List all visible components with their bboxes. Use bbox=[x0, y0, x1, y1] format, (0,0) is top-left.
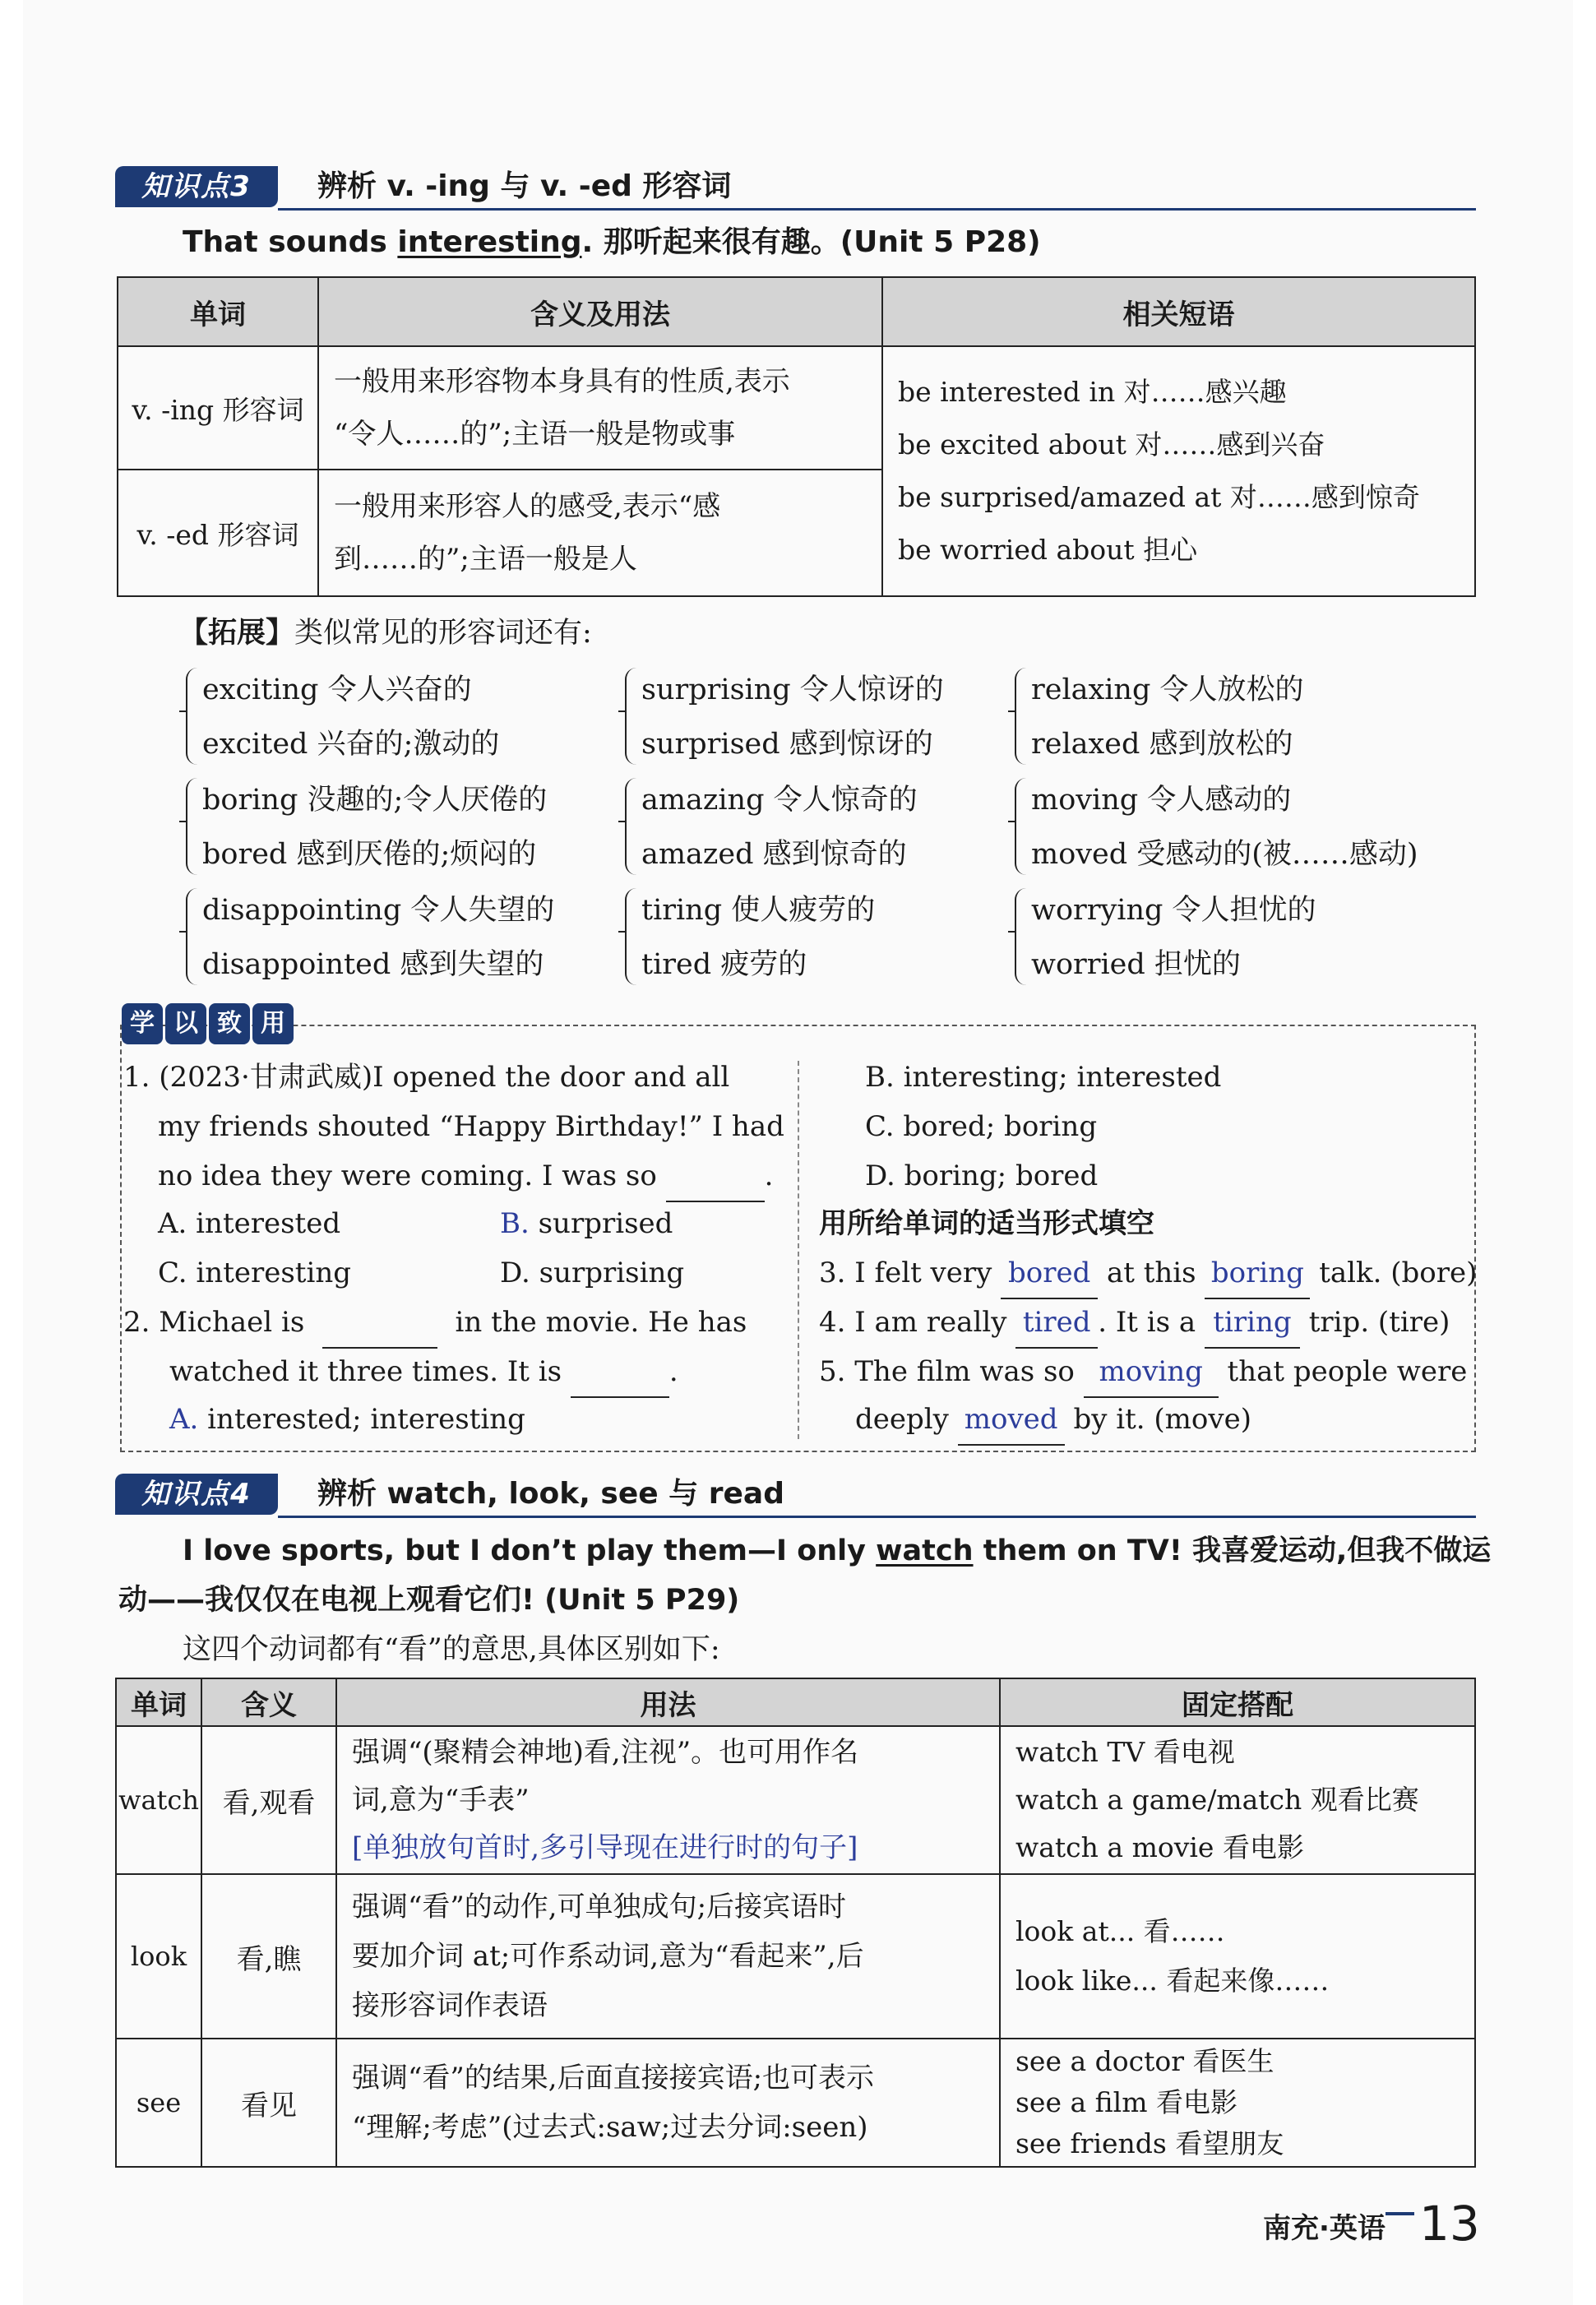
q1-option-a: A. interested bbox=[158, 1207, 341, 1240]
footer-label: 南充·英语 bbox=[1263, 2204, 1386, 2253]
section4-badge: 知识点4 bbox=[115, 1474, 278, 1515]
example4-key-word: watch bbox=[876, 1534, 974, 1567]
section3-badge: 知识点3 bbox=[115, 166, 278, 207]
q1-option-c: C. interesting bbox=[158, 1257, 351, 1289]
adj-pair bbox=[625, 773, 918, 882]
fill-title: 用所给单词的适当形式填空 bbox=[819, 1207, 1154, 1240]
usage-line: 词,意为“手表” bbox=[352, 1784, 530, 1817]
row-ed-usage-line1: 一般用来形容人的感受,表示“感 bbox=[334, 490, 721, 523]
q4-text-c: trip. (tire) bbox=[1308, 1306, 1450, 1339]
q2-option-c: C. bored; boring bbox=[865, 1110, 1098, 1143]
adj-ed: surprised 感到惊讶的 bbox=[641, 728, 933, 761]
phrase-item: watch a game/match 观看比赛 bbox=[1015, 1784, 1419, 1816]
phrase-item: be excited about 对……感到兴奋 bbox=[898, 428, 1325, 461]
adj-ed: tired 疲劳的 bbox=[641, 948, 807, 981]
section3-title: 辨析 v. -ing 与 v. -ed 形容词 bbox=[317, 169, 732, 203]
q2-option-d: D. boring; bored bbox=[865, 1159, 1099, 1192]
expand-line bbox=[179, 612, 592, 655]
adj-ed: disappointed 感到失望的 bbox=[202, 948, 544, 981]
usage-line: 强调“(聚精会神地)看,注视”。也可用作名 bbox=[352, 1736, 859, 1769]
adj-pair bbox=[1015, 663, 1304, 771]
q5-text-d: by it. (move) bbox=[1073, 1403, 1251, 1436]
col-header-collocations: 固定搭配 bbox=[1000, 1678, 1475, 1726]
badge-char: 以 bbox=[165, 1003, 206, 1044]
section3-header bbox=[115, 164, 1476, 215]
section4-table bbox=[115, 1678, 1476, 2168]
q5-answer-2[interactable]: moved bbox=[958, 1395, 1065, 1446]
phrase-item: be surprised/amazed at 对……感到惊奇 bbox=[898, 481, 1420, 513]
row-look-word: look bbox=[116, 1874, 201, 2039]
phrase-item: see friends 看望朋友 bbox=[1015, 2127, 1284, 2159]
q2-option-a-text: interested; interesting bbox=[198, 1403, 525, 1436]
row-ed-word: v. -ed 形容词 bbox=[118, 470, 318, 596]
q1-option-d: D. surprising bbox=[500, 1257, 685, 1289]
example-text-a: That sounds bbox=[183, 225, 398, 259]
row-ing-usage bbox=[318, 346, 882, 470]
q5-line2 bbox=[855, 1395, 1251, 1446]
badge-char: 学 bbox=[122, 1003, 163, 1044]
adj-ing: amazing 令人惊奇的 bbox=[641, 784, 918, 817]
adj-pair bbox=[186, 663, 499, 771]
section3-example bbox=[183, 220, 1041, 265]
adj-ed: relaxed 感到放松的 bbox=[1031, 728, 1293, 761]
phrase-item: watch a movie 看电影 bbox=[1015, 1831, 1304, 1863]
q2-line2: watched it three times. It is . bbox=[169, 1347, 678, 1398]
section4-example-line2: 动——我仅仅在电视上观看它们! (Unit 5 P29) bbox=[118, 1584, 740, 1617]
q5-text-c: deeply bbox=[855, 1403, 949, 1436]
badge-char: 致 bbox=[209, 1003, 250, 1044]
phrase-item: see a doctor 看医生 bbox=[1015, 2045, 1274, 2077]
q3-text-b: at this bbox=[1106, 1257, 1196, 1289]
adj-pair bbox=[186, 773, 547, 882]
adj-ing: tiring 使人疲劳的 bbox=[641, 894, 876, 927]
adj-pair bbox=[186, 883, 554, 992]
q2-text-a: 2. Michael is bbox=[123, 1306, 305, 1339]
q1-option-b bbox=[500, 1199, 673, 1248]
q1-line3: no idea they were coming. I was so . bbox=[158, 1151, 773, 1202]
q2-line2-text: watched it three times. It is bbox=[169, 1355, 562, 1388]
adj-pair bbox=[1015, 883, 1316, 992]
q1-answer-blank[interactable] bbox=[666, 1151, 765, 1202]
row-look-usage bbox=[336, 1874, 1000, 2039]
q3-answer-1[interactable]: bored bbox=[1001, 1248, 1098, 1299]
q1-line2: my friends shouted “Happy Birthday!” I had bbox=[158, 1110, 784, 1143]
adj-ed: moved 受感动的(被……感动) bbox=[1031, 838, 1418, 871]
phrase-item: be worried about 担心 bbox=[898, 534, 1198, 566]
q2-option-a bbox=[169, 1395, 525, 1444]
q1-correct-letter: B. bbox=[500, 1207, 530, 1240]
page-number: 13 bbox=[1419, 2196, 1480, 2252]
q2-option-b: B. interesting; interested bbox=[865, 1061, 1222, 1094]
adj-ing: moving 令人感动的 bbox=[1031, 784, 1292, 817]
q2-correct-letter: A. bbox=[169, 1403, 199, 1436]
row-watch-phrases bbox=[1000, 1726, 1475, 1874]
practice-divider bbox=[798, 1061, 799, 1439]
expand-label: 【拓展】 bbox=[179, 617, 295, 650]
adj-ing: relaxing 令人放松的 bbox=[1031, 673, 1304, 706]
row-look-meaning: 看,瞧 bbox=[201, 1874, 336, 2039]
phrase-item: watch TV 看电视 bbox=[1015, 1736, 1235, 1768]
q3-line bbox=[819, 1248, 1477, 1299]
row-watch-usage bbox=[336, 1726, 1000, 1874]
col-header-word: 单词 bbox=[116, 1678, 201, 1726]
row-see-meaning: 看见 bbox=[201, 2039, 336, 2167]
col-header-meaning: 含义 bbox=[201, 1678, 336, 1726]
adj-ing: exciting 令人兴奋的 bbox=[202, 673, 472, 706]
q2-blank-2[interactable] bbox=[571, 1347, 669, 1398]
q4-answer-2[interactable]: tiring bbox=[1205, 1298, 1300, 1349]
row-watch-meaning: 看,观看 bbox=[201, 1726, 336, 1874]
adj-ed: excited 兴奋的;激动的 bbox=[202, 728, 500, 761]
adj-pair bbox=[625, 663, 944, 771]
section3-table bbox=[117, 276, 1476, 597]
q5-line1 bbox=[819, 1347, 1467, 1398]
phrases-cell bbox=[882, 346, 1475, 596]
example4-text-a: I love sports, but I don’t play them—I only bbox=[183, 1534, 877, 1567]
row-watch-word: watch bbox=[116, 1726, 201, 1874]
phrase-item: look like... 看起来像…… bbox=[1015, 1965, 1330, 1997]
q4-text-a: 4. I am really bbox=[819, 1306, 1007, 1339]
example-text-b: . 那听起来很有趣。(Unit 5 P28) bbox=[581, 225, 1041, 259]
row-ing-usage-line1: 一般用来形容物本身具有的性质,表示 bbox=[334, 365, 790, 398]
example4-text-b: them on TV! 我喜爱运动,但我不做运 bbox=[973, 1534, 1492, 1567]
handwritten-note: [单独放句首时,多引导现在进行时的句子] bbox=[352, 1831, 858, 1864]
usage-line: 强调“看”的动作,可单独成句;后接宾语时 bbox=[352, 1891, 847, 1923]
row-ing-usage-line2: “令人……的”;主语一般是物或事 bbox=[334, 418, 736, 451]
example-key-word: interesting bbox=[397, 225, 582, 259]
col-header-usage: 用法 bbox=[336, 1678, 1000, 1726]
adj-ing: surprising 令人惊讶的 bbox=[641, 673, 944, 706]
q2-blank-1[interactable] bbox=[322, 1298, 437, 1349]
adj-ed: amazed 感到惊奇的 bbox=[641, 838, 907, 871]
section4-title: 辨析 watch, look, see 与 read bbox=[317, 1477, 784, 1511]
usage-line: “理解;考虑”(过去式:saw;过去分词:seen) bbox=[352, 2111, 868, 2144]
q2-text-b: in the movie. He has bbox=[455, 1306, 747, 1339]
q1-line1: 1. (2023·甘肃武威)I opened the door and all bbox=[123, 1061, 730, 1094]
phrase-item: see a film 看电影 bbox=[1015, 2086, 1237, 2118]
adj-pair bbox=[625, 883, 875, 992]
row-ing-word: v. -ing 形容词 bbox=[118, 346, 318, 470]
row-see-phrases bbox=[1000, 2039, 1475, 2167]
phrase-item: look at... 看…… bbox=[1015, 1915, 1225, 1947]
section4-example-line1 bbox=[183, 1526, 1491, 1576]
col-header-usage: 含义及用法 bbox=[318, 277, 882, 346]
q5-text-a: 5. The film was so bbox=[819, 1355, 1075, 1388]
expand-text: 类似常见的形容词还有: bbox=[294, 617, 592, 650]
q3-text-a: 3. I felt very bbox=[819, 1257, 992, 1289]
adj-ed: bored 感到厌倦的;烦闷的 bbox=[202, 838, 537, 871]
q3-text-c: talk. (bore) bbox=[1319, 1257, 1478, 1289]
q3-answer-2[interactable]: boring bbox=[1205, 1248, 1310, 1299]
practice-badge bbox=[122, 1003, 294, 1044]
adj-ing: worrying 令人担忧的 bbox=[1031, 894, 1316, 927]
row-look-phrases bbox=[1000, 1874, 1475, 2039]
adj-ing: boring 没趣的;令人厌倦的 bbox=[202, 784, 548, 817]
adj-pair bbox=[1015, 773, 1418, 882]
usage-line: 要加介词 at;可作系动词,意为“看起来”,后 bbox=[352, 1940, 864, 1973]
q5-text-b: that people were bbox=[1227, 1355, 1468, 1388]
badge-char: 用 bbox=[252, 1003, 294, 1044]
section4-rule bbox=[278, 1516, 1476, 1518]
row-ed-usage-line2: 到……的”;主语一般是人 bbox=[334, 543, 637, 576]
q4-line bbox=[819, 1298, 1450, 1349]
phrase-item: be interested in 对……感兴趣 bbox=[898, 376, 1287, 408]
q4-text-b: . It is a bbox=[1098, 1306, 1196, 1339]
section3-rule bbox=[278, 208, 1476, 211]
usage-line: 强调“看”的结果,后面直接接宾语;也可表示 bbox=[352, 2062, 875, 2094]
q1-option-b-text: surprised bbox=[529, 1207, 673, 1240]
col-header-phrases: 相关短语 bbox=[882, 277, 1475, 346]
col-header-word: 单词 bbox=[118, 277, 318, 346]
adj-ed: worried 担忧的 bbox=[1031, 948, 1241, 981]
q5-answer-1[interactable]: moving bbox=[1084, 1347, 1219, 1398]
row-see-usage bbox=[336, 2039, 1000, 2167]
usage-line: 接形容词作表语 bbox=[352, 1989, 548, 2022]
q4-answer-1[interactable]: tired bbox=[1015, 1298, 1098, 1349]
q1-line3-text: no idea they were coming. I was so bbox=[158, 1159, 657, 1192]
row-ed-usage bbox=[318, 470, 882, 596]
adj-ing: disappointing 令人失望的 bbox=[202, 894, 555, 927]
section4-intro: 这四个动词都有“看”的意思,具体区别如下: bbox=[183, 1633, 720, 1666]
section4-header bbox=[115, 1472, 1476, 1523]
q2-line1 bbox=[123, 1298, 747, 1349]
row-see-word: see bbox=[116, 2039, 201, 2167]
